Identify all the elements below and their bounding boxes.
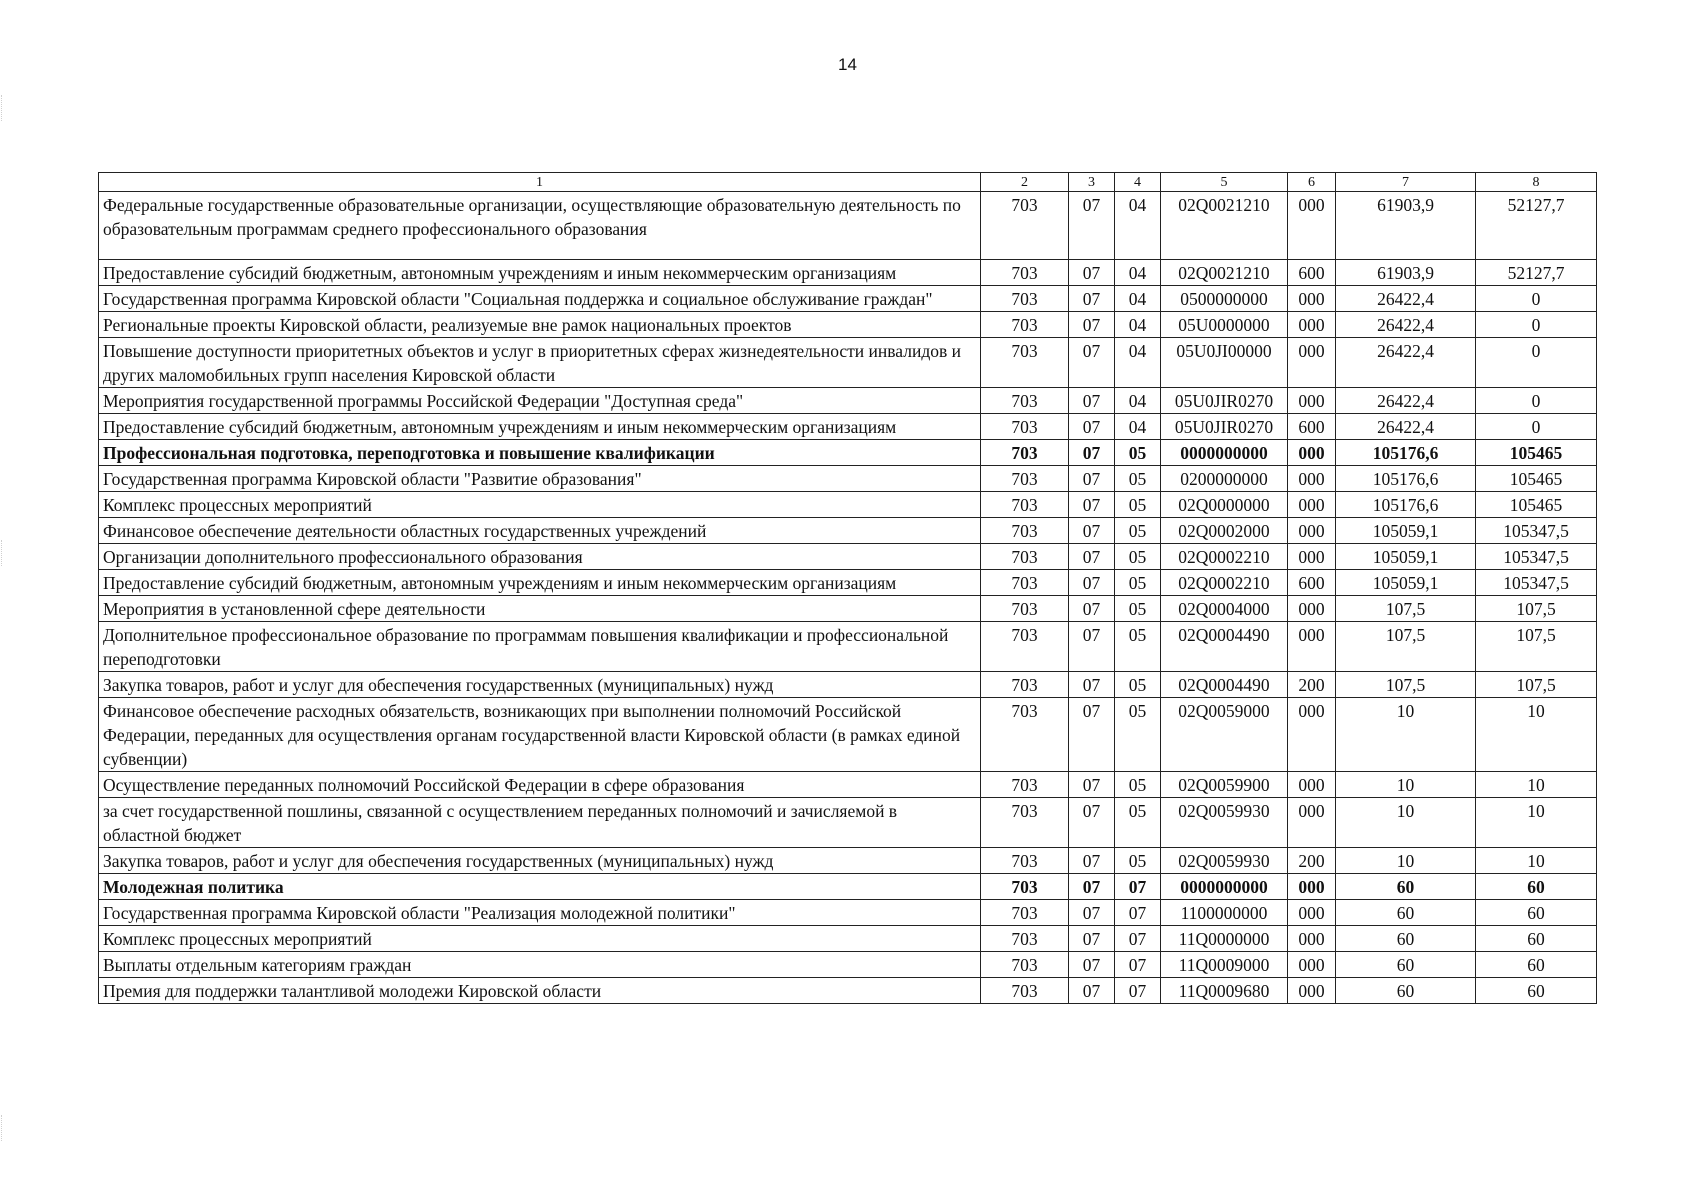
subsection-code: 04 (1115, 192, 1161, 260)
subsection-code: 05 (1115, 798, 1161, 848)
amount-col-8: 10 (1476, 848, 1597, 874)
subsection-code: 04 (1115, 312, 1161, 338)
ministry-code: 703 (981, 596, 1069, 622)
row-name: Повышение доступности приоритетных объектов и услуг в приоритетных сферах жизнедеятельности инвалидов и других маломобильных групп населения Кировской области (99, 338, 981, 388)
subsection-code: 07 (1115, 900, 1161, 926)
expense-type-code: 000 (1288, 466, 1336, 492)
subsection-code: 05 (1115, 440, 1161, 466)
table-row (99, 286, 1597, 312)
amount-col-7: 26422,4 (1336, 388, 1476, 414)
section-code: 07 (1069, 338, 1115, 388)
expense-type-code: 600 (1288, 414, 1336, 440)
expense-type-code: 000 (1288, 926, 1336, 952)
section-code: 07 (1069, 926, 1115, 952)
header-cell: 4 (1115, 173, 1161, 192)
ministry-code: 703 (981, 388, 1069, 414)
amount-col-7: 60 (1336, 926, 1476, 952)
amount-col-7: 10 (1336, 848, 1476, 874)
amount-col-8: 10 (1476, 798, 1597, 848)
amount-col-7: 60 (1336, 952, 1476, 978)
page-number: 14 (838, 55, 857, 74)
scan-edge-mark (1, 95, 5, 121)
amount-col-7: 26422,4 (1336, 414, 1476, 440)
amount-col-8: 52127,7 (1476, 260, 1597, 286)
table-row (99, 952, 1597, 978)
target-article-code: 02Q0000000 (1161, 492, 1288, 518)
amount-col-8: 0 (1476, 414, 1597, 440)
expense-type-code: 000 (1288, 544, 1336, 570)
subsection-code: 04 (1115, 388, 1161, 414)
amount-col-7: 105059,1 (1336, 544, 1476, 570)
target-article-code: 11Q0000000 (1161, 926, 1288, 952)
subsection-code: 05 (1115, 466, 1161, 492)
table-row (99, 622, 1597, 672)
table-row (99, 570, 1597, 596)
subsection-code: 07 (1115, 952, 1161, 978)
amount-col-7: 60 (1336, 874, 1476, 900)
amount-col-7: 61903,9 (1336, 192, 1476, 260)
amount-col-7: 60 (1336, 900, 1476, 926)
ministry-code: 703 (981, 466, 1069, 492)
section-code: 07 (1069, 570, 1115, 596)
ministry-code: 703 (981, 874, 1069, 900)
amount-col-7: 107,5 (1336, 596, 1476, 622)
expense-type-code: 000 (1288, 286, 1336, 312)
amount-col-8: 105347,5 (1476, 518, 1597, 544)
amount-col-7: 105176,6 (1336, 466, 1476, 492)
ministry-code: 703 (981, 978, 1069, 1004)
row-name: Закупка товаров, работ и услуг для обеспечения государственных (муниципальных) нужд (99, 672, 981, 698)
expense-type-code: 000 (1288, 698, 1336, 772)
amount-col-7: 10 (1336, 698, 1476, 772)
amount-col-8: 105347,5 (1476, 570, 1597, 596)
section-code: 07 (1069, 848, 1115, 874)
subsection-code: 05 (1115, 596, 1161, 622)
ministry-code: 703 (981, 518, 1069, 544)
row-name: Финансовое обеспечение деятельности областных государственных учреждений (99, 518, 981, 544)
subsection-code: 05 (1115, 772, 1161, 798)
section-code: 07 (1069, 622, 1115, 672)
section-code: 07 (1069, 518, 1115, 544)
ministry-code: 703 (981, 952, 1069, 978)
row-name: Премия для поддержки талантливой молодежи Кировской области (99, 978, 981, 1004)
subsection-code: 05 (1115, 492, 1161, 518)
amount-col-8: 60 (1476, 900, 1597, 926)
subsection-code: 05 (1115, 518, 1161, 544)
row-name: Государственная программа Кировской области "Социальная поддержка и социальное обслуживание граждан" (99, 286, 981, 312)
expense-type-code: 000 (1288, 798, 1336, 848)
subsection-code: 04 (1115, 414, 1161, 440)
table-header-row (99, 173, 1597, 192)
amount-col-7: 107,5 (1336, 622, 1476, 672)
amount-col-8: 10 (1476, 772, 1597, 798)
expense-type-code: 000 (1288, 440, 1336, 466)
section-code: 07 (1069, 698, 1115, 772)
row-name: Федеральные государственные образовательные организации, осуществляющие образовательную деятельность по образовательным программам среднего профессионального образования (99, 192, 981, 260)
subsection-code: 07 (1115, 874, 1161, 900)
row-name: Закупка товаров, работ и услуг для обеспечения государственных (муниципальных) нужд (99, 848, 981, 874)
amount-col-8: 60 (1476, 978, 1597, 1004)
table-row (99, 596, 1597, 622)
expense-type-code: 000 (1288, 978, 1336, 1004)
row-name: Профессиональная подготовка, переподготовка и повышение квалификации (99, 440, 981, 466)
table-row (99, 312, 1597, 338)
ministry-code: 703 (981, 440, 1069, 466)
amount-col-7: 107,5 (1336, 672, 1476, 698)
table-row (99, 192, 1597, 260)
header-cell: 8 (1476, 173, 1597, 192)
target-article-code: 0000000000 (1161, 440, 1288, 466)
ministry-code: 703 (981, 192, 1069, 260)
scan-edge-mark (1, 540, 5, 566)
expense-type-code: 200 (1288, 672, 1336, 698)
ministry-code: 703 (981, 698, 1069, 772)
expense-type-code: 600 (1288, 260, 1336, 286)
amount-col-8: 0 (1476, 286, 1597, 312)
expense-type-code: 000 (1288, 596, 1336, 622)
amount-col-8: 107,5 (1476, 596, 1597, 622)
ministry-code: 703 (981, 492, 1069, 518)
target-article-code: 0500000000 (1161, 286, 1288, 312)
amount-col-8: 105465 (1476, 492, 1597, 518)
target-article-code: 02Q0004000 (1161, 596, 1288, 622)
table-row (99, 260, 1597, 286)
header-cell: 7 (1336, 173, 1476, 192)
ministry-code: 703 (981, 798, 1069, 848)
section-code: 07 (1069, 260, 1115, 286)
header-cell: 2 (981, 173, 1069, 192)
budget-table (98, 172, 1597, 1004)
row-name: Региональные проекты Кировской области, реализуемые вне рамок национальных проектов (99, 312, 981, 338)
subsection-code: 07 (1115, 978, 1161, 1004)
target-article-code: 02Q0059900 (1161, 772, 1288, 798)
target-article-code: 02Q0004490 (1161, 622, 1288, 672)
section-code: 07 (1069, 388, 1115, 414)
row-name: Осуществление переданных полномочий Российской Федерации в сфере образования (99, 772, 981, 798)
amount-col-8: 105465 (1476, 440, 1597, 466)
amount-col-8: 105465 (1476, 466, 1597, 492)
section-code: 07 (1069, 466, 1115, 492)
target-article-code: 02Q0021210 (1161, 192, 1288, 260)
target-article-code: 11Q0009680 (1161, 978, 1288, 1004)
header-cell: 3 (1069, 173, 1115, 192)
amount-col-7: 105059,1 (1336, 570, 1476, 596)
ministry-code: 703 (981, 848, 1069, 874)
subsection-code: 05 (1115, 672, 1161, 698)
target-article-code: 02Q0002000 (1161, 518, 1288, 544)
section-code: 07 (1069, 798, 1115, 848)
subsection-code: 07 (1115, 926, 1161, 952)
table-row (99, 978, 1597, 1004)
expense-type-code: 000 (1288, 622, 1336, 672)
row-name: Дополнительное профессиональное образование по программам повышения квалификации и профессиональной переподготовки (99, 622, 981, 672)
row-name: Мероприятия в установленной сфере деятельности (99, 596, 981, 622)
ministry-code: 703 (981, 338, 1069, 388)
section-code: 07 (1069, 900, 1115, 926)
table-row (99, 698, 1597, 772)
subsection-code: 05 (1115, 848, 1161, 874)
header-cell: 5 (1161, 173, 1288, 192)
ministry-code: 703 (981, 286, 1069, 312)
row-name: Мероприятия государственной программы Российской Федерации "Доступная среда" (99, 388, 981, 414)
amount-col-7: 10 (1336, 772, 1476, 798)
expense-type-code: 000 (1288, 338, 1336, 388)
table-row (99, 466, 1597, 492)
amount-col-7: 26422,4 (1336, 312, 1476, 338)
target-article-code: 05U0JIR0270 (1161, 388, 1288, 414)
amount-col-7: 26422,4 (1336, 338, 1476, 388)
target-article-code: 0200000000 (1161, 466, 1288, 492)
amount-col-8: 105347,5 (1476, 544, 1597, 570)
expense-type-code: 000 (1288, 492, 1336, 518)
row-name: Финансовое обеспечение расходных обязательств, возникающих при выполнении полномочий Российской Федерации, переданных для осуществления органам государственной власти Кировской области (в рамках единой субвенции) (99, 698, 981, 772)
section-code: 07 (1069, 312, 1115, 338)
amount-col-7: 105059,1 (1336, 518, 1476, 544)
amount-col-7: 105176,6 (1336, 440, 1476, 466)
table-row (99, 926, 1597, 952)
table-row (99, 414, 1597, 440)
expense-type-code: 200 (1288, 848, 1336, 874)
target-article-code: 05U0JI00000 (1161, 338, 1288, 388)
expense-type-code: 000 (1288, 518, 1336, 544)
target-article-code: 02Q0002210 (1161, 544, 1288, 570)
amount-col-7: 10 (1336, 798, 1476, 848)
section-code: 07 (1069, 440, 1115, 466)
section-code: 07 (1069, 596, 1115, 622)
section-code: 07 (1069, 544, 1115, 570)
amount-col-8: 60 (1476, 952, 1597, 978)
table-row (99, 900, 1597, 926)
subsection-code: 05 (1115, 544, 1161, 570)
section-code: 07 (1069, 414, 1115, 440)
row-name: Комплекс процессных мероприятий (99, 926, 981, 952)
row-name: Молодежная политика (99, 874, 981, 900)
subsection-code: 05 (1115, 570, 1161, 596)
ministry-code: 703 (981, 312, 1069, 338)
table-row (99, 492, 1597, 518)
section-code: 07 (1069, 286, 1115, 312)
table-row (99, 772, 1597, 798)
expense-type-code: 000 (1288, 772, 1336, 798)
row-name: Организации дополнительного профессионального образования (99, 544, 981, 570)
row-name: Комплекс процессных мероприятий (99, 492, 981, 518)
section-code: 07 (1069, 952, 1115, 978)
expense-type-code: 000 (1288, 874, 1336, 900)
amount-col-7: 105176,6 (1336, 492, 1476, 518)
subsection-code: 04 (1115, 338, 1161, 388)
ministry-code: 703 (981, 772, 1069, 798)
expense-type-code: 000 (1288, 900, 1336, 926)
table-row (99, 848, 1597, 874)
row-name: Предоставление субсидий бюджетным, автономным учреждениям и иным некоммерческим организациям (99, 414, 981, 440)
row-name: Государственная программа Кировской области "Реализация молодежной политики" (99, 900, 981, 926)
row-name: за счет государственной пошлины, связанной с осуществлением переданных полномочий и зачисляемой в областной бюджет (99, 798, 981, 848)
section-code: 07 (1069, 874, 1115, 900)
target-article-code: 11Q0009000 (1161, 952, 1288, 978)
target-article-code: 05U0000000 (1161, 312, 1288, 338)
amount-col-8: 0 (1476, 388, 1597, 414)
amount-col-8: 107,5 (1476, 672, 1597, 698)
row-name: Предоставление субсидий бюджетным, автономным учреждениям и иным некоммерческим организациям (99, 570, 981, 596)
amount-col-7: 26422,4 (1336, 286, 1476, 312)
subsection-code: 04 (1115, 260, 1161, 286)
row-name: Предоставление субсидий бюджетным, автономным учреждениям и иным некоммерческим организациям (99, 260, 981, 286)
table-row (99, 440, 1597, 466)
table-row (99, 518, 1597, 544)
subsection-code: 04 (1115, 286, 1161, 312)
target-article-code: 02Q0059930 (1161, 848, 1288, 874)
row-name: Государственная программа Кировской области "Развитие образования" (99, 466, 981, 492)
ministry-code: 703 (981, 570, 1069, 596)
expense-type-code: 000 (1288, 952, 1336, 978)
target-article-code: 1100000000 (1161, 900, 1288, 926)
table-row (99, 874, 1597, 900)
amount-col-8: 52127,7 (1476, 192, 1597, 260)
section-code: 07 (1069, 978, 1115, 1004)
target-article-code: 02Q0021210 (1161, 260, 1288, 286)
table-row (99, 798, 1597, 848)
amount-col-8: 0 (1476, 338, 1597, 388)
target-article-code: 0000000000 (1161, 874, 1288, 900)
ministry-code: 703 (981, 260, 1069, 286)
expense-type-code: 000 (1288, 192, 1336, 260)
ministry-code: 703 (981, 926, 1069, 952)
table-row (99, 338, 1597, 388)
row-name: Выплаты отдельным категориям граждан (99, 952, 981, 978)
section-code: 07 (1069, 192, 1115, 260)
section-code: 07 (1069, 772, 1115, 798)
section-code: 07 (1069, 492, 1115, 518)
target-article-code: 02Q0059000 (1161, 698, 1288, 772)
target-article-code: 02Q0059930 (1161, 798, 1288, 848)
amount-col-8: 60 (1476, 874, 1597, 900)
table-row (99, 544, 1597, 570)
ministry-code: 703 (981, 672, 1069, 698)
ministry-code: 703 (981, 544, 1069, 570)
table-row (99, 672, 1597, 698)
amount-col-8: 10 (1476, 698, 1597, 772)
target-article-code: 05U0JIR0270 (1161, 414, 1288, 440)
table-row (99, 388, 1597, 414)
amount-col-8: 60 (1476, 926, 1597, 952)
amount-col-7: 61903,9 (1336, 260, 1476, 286)
amount-col-8: 107,5 (1476, 622, 1597, 672)
scan-edge-mark (1, 1115, 5, 1141)
amount-col-7: 60 (1336, 978, 1476, 1004)
expense-type-code: 000 (1288, 312, 1336, 338)
section-code: 07 (1069, 672, 1115, 698)
ministry-code: 703 (981, 900, 1069, 926)
ministry-code: 703 (981, 414, 1069, 440)
header-cell: 1 (99, 173, 981, 192)
amount-col-8: 0 (1476, 312, 1597, 338)
target-article-code: 02Q0004490 (1161, 672, 1288, 698)
expense-type-code: 600 (1288, 570, 1336, 596)
header-cell: 6 (1288, 173, 1336, 192)
expense-type-code: 000 (1288, 388, 1336, 414)
target-article-code: 02Q0002210 (1161, 570, 1288, 596)
ministry-code: 703 (981, 622, 1069, 672)
subsection-code: 05 (1115, 698, 1161, 772)
subsection-code: 05 (1115, 622, 1161, 672)
